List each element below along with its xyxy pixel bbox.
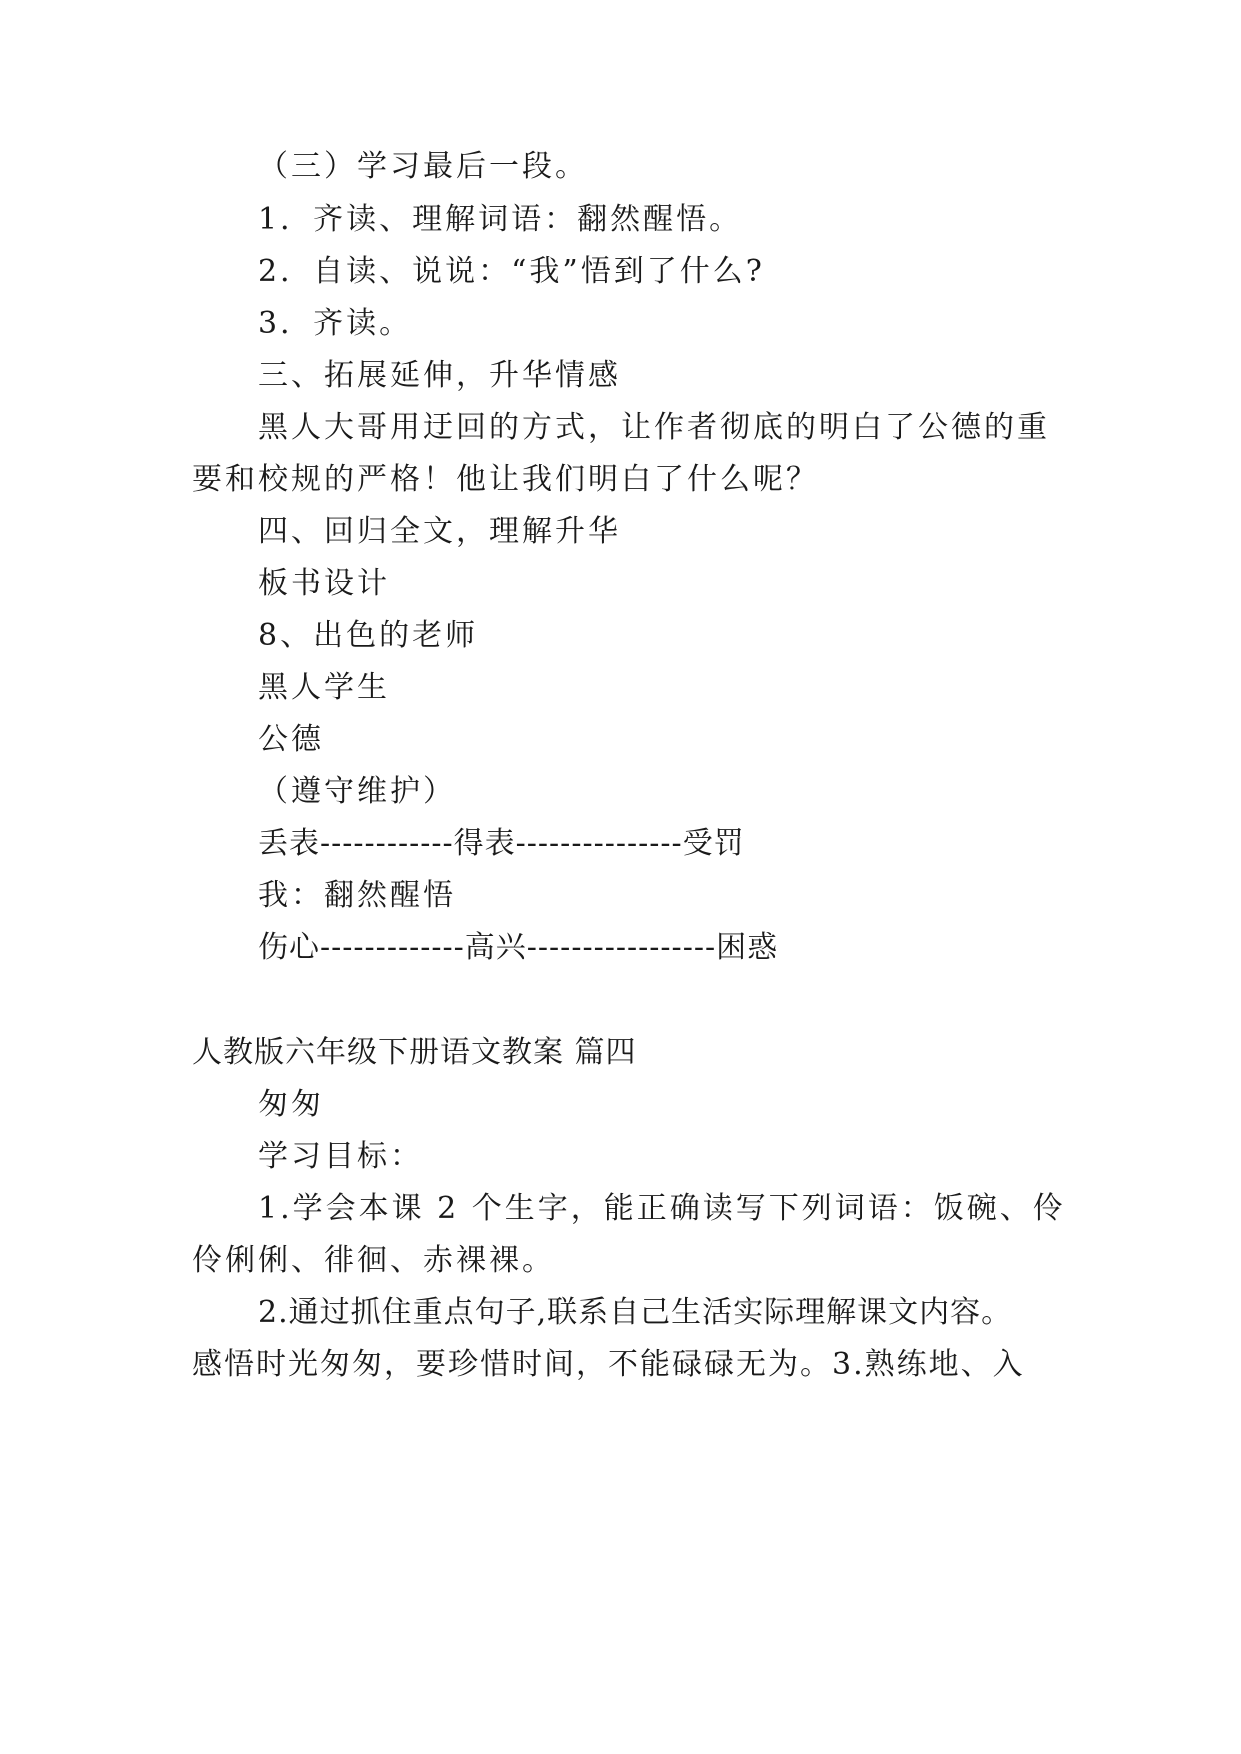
section-heading-review: 四、回归全文，理解升华 xyxy=(258,514,621,549)
chapter-title: 人教版六年级下册语文教案 篇四 xyxy=(192,1035,637,1070)
objective-line: 感悟时光匆匆，要珍惜时间，不能碌碌无为。3.熟练地、入 xyxy=(192,1347,1025,1382)
step-1: 1．齐读、理解词语：翻然醒悟。 xyxy=(258,202,743,237)
paragraph-line: 要和校规的严格！他让我们明白了什么呢？ xyxy=(192,462,819,497)
board-line: 丢表------------得表---------------受罚 xyxy=(258,826,745,861)
board-line: 公德 xyxy=(258,722,324,757)
lesson-title: 匆匆 xyxy=(258,1087,324,1122)
board-line: （遵守维护） xyxy=(258,774,456,809)
section-heading-extension: 三、拓展延伸，升华情感 xyxy=(258,358,621,393)
board-title: 8、出色的老师 xyxy=(258,618,479,653)
step-3: 3．齐读。 xyxy=(258,306,413,341)
step-2: 2．自读、说说：“我”悟到了什么? xyxy=(258,254,765,289)
objectives-heading: 学习目标： xyxy=(258,1139,423,1174)
board-line: 伤心-------------高兴-----------------困惑 xyxy=(258,930,779,965)
paragraph-line: 黑人大哥用迂回的方式，让作者彻底的明白了公德的重 xyxy=(258,410,1050,445)
objective-line: 2.通过抓住重点句子,联系自己生活实际理解课文内容。 xyxy=(258,1295,1013,1330)
objective-line: 伶俐俐、徘徊、赤裸裸。 xyxy=(192,1243,555,1278)
board-line: 黑人学生 xyxy=(258,670,390,705)
board-design-heading: 板书设计 xyxy=(258,566,390,601)
section-heading-3: （三）学习最后一段。 xyxy=(258,149,588,184)
board-line: 我：翻然醒悟 xyxy=(258,878,456,913)
objective-line: 1.学会本课 2 个生字，能正确读写下列词语：饭碗、伶 xyxy=(258,1191,1066,1226)
